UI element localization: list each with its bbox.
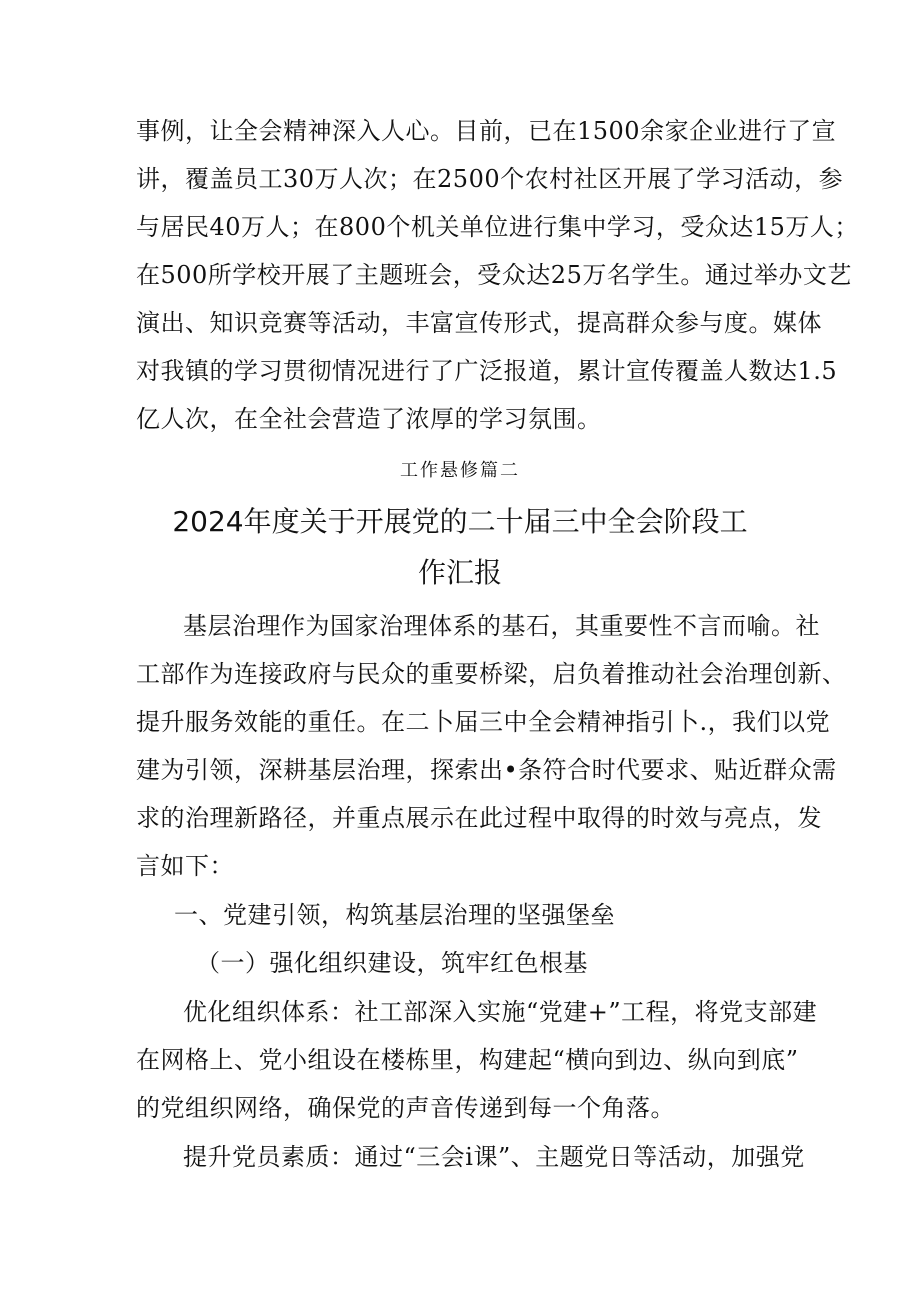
text-line: 讲，覆盖员工30万人次；在2500个农村社区开展了学习活动，参 (136, 165, 844, 193)
text-line: 建为引领，深耕基层治理，探索出•条符合时代要求、贴近群众需 (136, 756, 837, 784)
text-line: 对我镇的学习贯彻情况进行了广泛报道，累计宣传覆盖人数达1.5 (136, 357, 838, 385)
section-label: 工作悬修篇二 (400, 460, 520, 481)
text-line: 基层治理作为国家治理体系的基石，其重要性不言而喻。社 (183, 612, 820, 640)
text-line: 在网格上、党小组设在楼栋里，构建起“横向到边、纵向到底” (136, 1046, 799, 1074)
text-line: 言如下： (136, 852, 234, 880)
document-title-line-1: 2024年度关于开展党的二十届三中全会阶段工 (172, 505, 748, 538)
text-line: 优化组织体系：社工部深入实施“党建+”工程，将党支部建 (183, 998, 818, 1026)
text-line: 求的治理新路径，并重点展示在此过程中取得的时效与亮点，发 (136, 804, 822, 832)
section-heading-1: 一、党建引领，构筑基层治理的坚强堡垒 (174, 901, 615, 929)
subsection-heading-1-1: （一）强化组织建设，筑牢红色根基 (196, 949, 588, 977)
text-line: 亿人次，在全社会营造了浓厚的学习氛围。 (136, 405, 602, 433)
text-line: 与居民40万人；在800个机关单位进行集中学习，受众达15万人； (136, 213, 859, 241)
text-line: 工部作为连接政府与民众的重要桥梁，启负着推动社会治理创新、 (136, 660, 847, 688)
text-line: 事例，让全会精神深入人心。目前，已在1500余家企业进行了宣 (136, 117, 837, 145)
text-line: 提升服务效能的重任。在二卜届三中全会精神指引卜.，我们以党 (136, 708, 831, 736)
text-line: 提升党员素质：通过“三会i课”、主题党日等活动，加强党 (183, 1143, 805, 1171)
text-line: 在500所学校开展了主题班会，受众达25万名学生。通过举办文艺 (136, 261, 852, 289)
text-line: 的党组织网络，确保党的声音传递到每一个角落。 (136, 1094, 675, 1122)
document-title-line-2: 作汇报 (417, 556, 502, 589)
text-line: 演出、知识竞赛等活动，丰富宣传形式，提高群众参与度。媒体 (136, 309, 822, 337)
